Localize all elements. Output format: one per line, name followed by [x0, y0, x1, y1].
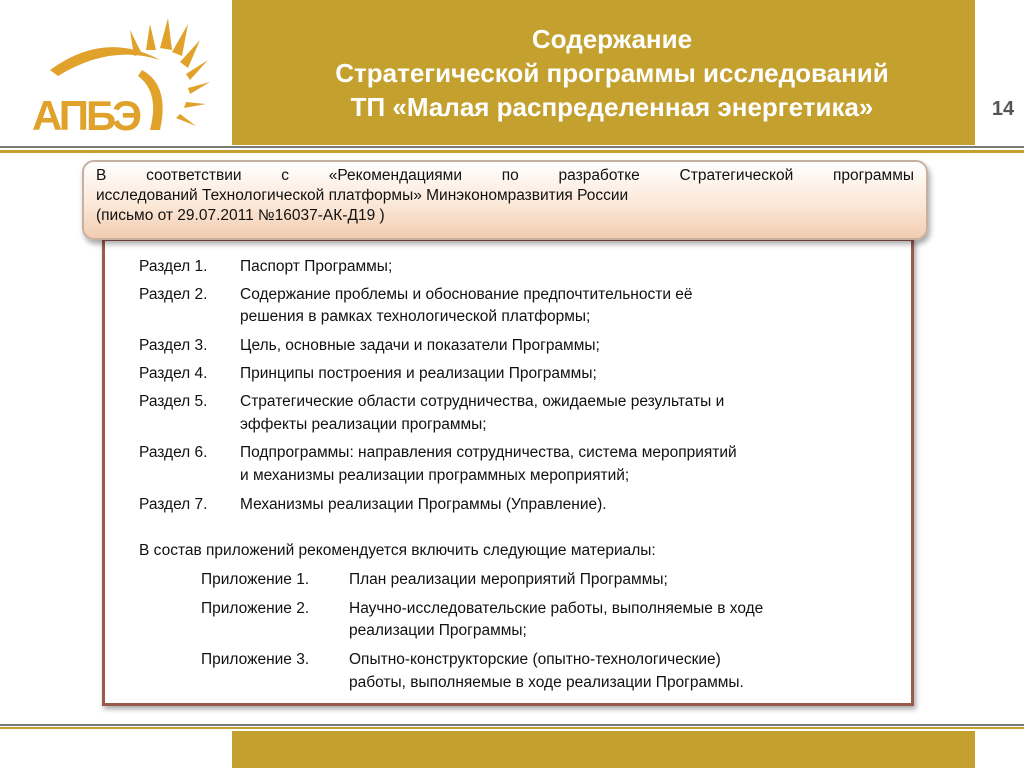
- section-text: Механизмы реализации Программы (Управление).: [240, 496, 607, 513]
- section-text: Содержание проблемы и обоснование предпочтительности её: [240, 286, 693, 303]
- appendix-label: Приложение 1.: [201, 571, 310, 588]
- logo: [10, 10, 220, 140]
- section-text: решения в рамках технологической платформы;: [240, 308, 591, 325]
- section-text: эффекты реализации программы;: [240, 416, 487, 433]
- section-text: и механизмы реализации программных мероприятий;: [240, 467, 630, 484]
- section-text: Стратегические области сотрудничества, ожидаемые результаты и: [240, 393, 725, 410]
- section-text: Принципы построения и реализации Программы;: [240, 365, 597, 382]
- page-number: 14: [991, 98, 1015, 120]
- footer-band: [232, 731, 975, 768]
- note-line-2: исследований Технологической платформы» Минэкономразвития России: [96, 187, 629, 204]
- section-text: Цель, основные задачи и показатели Программы;: [240, 337, 600, 354]
- appendix-text: План реализации мероприятий Программы;: [349, 571, 668, 588]
- appendix-intro: В состав приложений рекомендуется включить следующие материалы:: [139, 542, 656, 559]
- section-label: Раздел 2.: [139, 286, 208, 303]
- section-text: Паспорт Программы;: [240, 258, 393, 275]
- note-line-3: (письмо от 29.07.2011 №16037-АК-Д19 ): [96, 207, 385, 224]
- appendix-label: Приложение 2.: [201, 600, 310, 617]
- separator-line: [0, 727, 1024, 729]
- contents-panel: [102, 238, 914, 706]
- logo-text: АПБЭ: [32, 92, 139, 139]
- appendix-text: работы, выполняемые в ходе реализации Программы.: [349, 674, 744, 691]
- section-label: Раздел 3.: [139, 337, 208, 354]
- section-label: Раздел 6.: [139, 444, 208, 461]
- appendix-text: Научно-исследовательские работы, выполняемые в ходе: [349, 600, 764, 617]
- separator-line: [0, 724, 1024, 726]
- section-label: Раздел 1.: [139, 258, 208, 275]
- separator-line: [0, 150, 1024, 153]
- section-label: Раздел 5.: [139, 393, 208, 410]
- reference-note: [82, 160, 928, 240]
- slide-title: [232, 22, 992, 124]
- note-line-1: В соответствии с «Рекомендациями по разработке Стратегической программы: [96, 167, 914, 184]
- section-label: Раздел 4.: [139, 365, 208, 382]
- section-label: Раздел 7.: [139, 496, 208, 513]
- section-text: Подпрограммы: направления сотрудничества, система мероприятий: [240, 444, 737, 461]
- separator-line: [0, 146, 1024, 148]
- title-line-2: Стратегической программы исследований: [335, 58, 889, 88]
- title-line-1: Содержание: [531, 24, 693, 54]
- title-line-3: ТП «Малая распределенная энергетика»: [350, 92, 874, 122]
- appendix-label: Приложение 3.: [201, 651, 310, 668]
- appendix-text: реализации Программы;: [349, 622, 527, 639]
- appendix-text: Опытно-конструкторские (опытно-технологические): [349, 651, 721, 668]
